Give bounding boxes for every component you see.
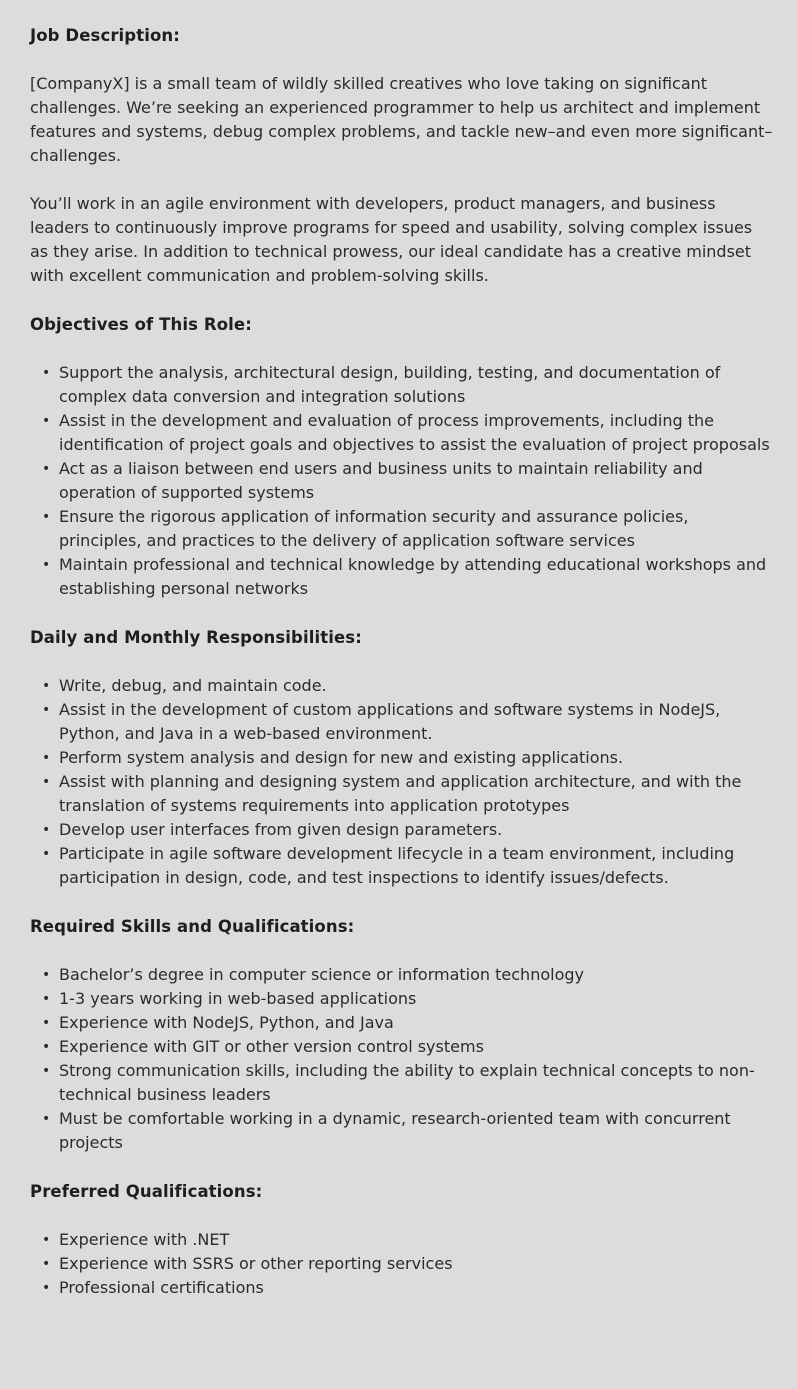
list-item-text: Experience with GIT or other version control systems (59, 1037, 484, 1056)
bullet-icon: • (42, 967, 51, 983)
bullet-icon: • (42, 461, 51, 477)
list-item (30, 361, 773, 409)
list-item-text: Experience with .NET (59, 1230, 230, 1249)
objectives-heading: Objectives of This Role: (30, 315, 252, 334)
list-item-text: Experience with SSRS or other reporting services (59, 1254, 453, 1273)
list-item-text: Strong communication skills, including the ability to explain technical concepts to non-technical business leaders (59, 1061, 755, 1104)
responsibilities-list (30, 674, 773, 890)
list-item (30, 1107, 773, 1155)
list-item (30, 698, 773, 746)
list-item (30, 1059, 773, 1107)
list-item-text: Assist in the development of custom applications and software systems in NodeJS, Python, and Java in a web-based environment. (59, 700, 721, 743)
job-description-paragraph-1: [CompanyX] is a small team of wildly skilled creatives who love taking on significant challenges. We’re seeking an experienced programmer to help us architect and implement features and systems, debug complex problems, and tackle new–and even more significant–challenges. (30, 74, 773, 165)
job-description-paragraph-2: You’ll work in an agile environment with developers, product managers, and business leaders to continuously improve programs for speed and usability, solving complex issues as they arise. In addition to technical prowess, our ideal candidate has a creative mindset with excellent communication and problem-solving skills. (30, 194, 753, 285)
list-item-text: Professional certifications (59, 1278, 264, 1297)
list-item-text: Ensure the rigorous application of information security and assurance policies, principles, and practices to the delivery of application software services (59, 507, 689, 550)
list-item-text: Maintain professional and technical knowledge by attending educational workshops and establishing personal networks (59, 555, 767, 598)
list-item-text: Participate in agile software development lifecycle in a team environment, including participation in design, code, and test inspections to identify issues/defects. (59, 844, 735, 887)
list-item (30, 1252, 773, 1276)
list-item-text: Support the analysis, architectural design, building, testing, and documentation of complex data conversion and integration solutions (59, 363, 721, 406)
list-item (30, 987, 773, 1011)
bullet-icon: • (42, 365, 51, 381)
list-item-text: Perform system analysis and design for new and existing applications. (59, 748, 624, 767)
list-item (30, 457, 773, 505)
list-item (30, 674, 773, 698)
bullet-icon: • (42, 750, 51, 766)
bullet-icon: • (42, 1015, 51, 1031)
list-item-text: 1-3 years working in web-based applications (59, 989, 417, 1008)
preferred-qualifications-list (30, 1228, 773, 1300)
objectives-list (30, 361, 773, 601)
list-item-text: Act as a liaison between end users and business units to maintain reliability and operation of supported systems (59, 459, 703, 502)
list-item (30, 842, 773, 890)
bullet-icon: • (42, 1111, 51, 1127)
bullet-icon: • (42, 774, 51, 790)
list-item-text: Must be comfortable working in a dynamic, research-oriented team with concurrent projects (59, 1109, 731, 1152)
list-item-text: Bachelor’s degree in computer science or information technology (59, 965, 584, 984)
list-item (30, 818, 773, 842)
bullet-icon: • (42, 1232, 51, 1248)
bullet-icon: • (42, 678, 51, 694)
bullet-icon: • (42, 413, 51, 429)
job-description-heading: Job Description: (30, 26, 180, 45)
bullet-icon: • (42, 1256, 51, 1272)
list-item-text: Assist in the development and evaluation of process improvements, including the identification of project goals and objectives to assist the evaluation of project proposals (59, 411, 770, 454)
bullet-icon: • (42, 702, 51, 718)
bullet-icon: • (42, 1280, 51, 1296)
required-skills-list (30, 963, 773, 1155)
bullet-icon: • (42, 1063, 51, 1079)
list-item (30, 1276, 773, 1300)
preferred-qualifications-heading: Preferred Qualifications: (30, 1182, 263, 1201)
list-item-text: Develop user interfaces from given design parameters. (59, 820, 503, 839)
bullet-icon: • (42, 822, 51, 838)
list-item (30, 409, 773, 457)
list-item (30, 746, 773, 770)
list-item (30, 553, 773, 601)
list-item (30, 1228, 773, 1252)
list-item (30, 505, 773, 553)
list-item (30, 963, 773, 987)
bullet-icon: • (42, 991, 51, 1007)
bullet-icon: • (42, 1039, 51, 1055)
list-item (30, 1011, 773, 1035)
list-item-text: Experience with NodeJS, Python, and Java (59, 1013, 394, 1032)
bullet-icon: • (42, 509, 51, 525)
required-skills-heading: Required Skills and Qualifications: (30, 917, 355, 936)
bullet-icon: • (42, 557, 51, 573)
list-item-text: Write, debug, and maintain code. (59, 676, 327, 695)
bullet-icon: • (42, 846, 51, 862)
list-item (30, 770, 773, 818)
list-item-text: Assist with planning and designing system and application architecture, and with the translation of systems requirements into application prototypes (59, 772, 742, 815)
responsibilities-heading: Daily and Monthly Responsibilities: (30, 628, 362, 647)
list-item (30, 1035, 773, 1059)
